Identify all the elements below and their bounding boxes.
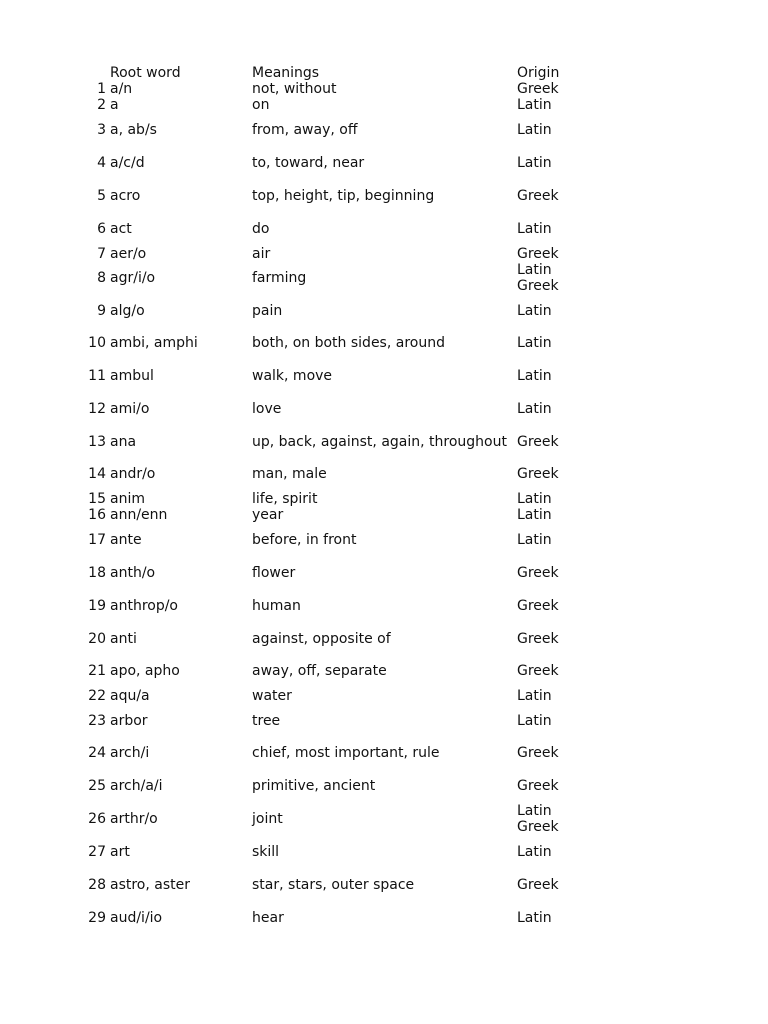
meaning-text: not, without bbox=[252, 81, 337, 97]
origin-text: Latin bbox=[517, 262, 552, 278]
meaning-text: life, spirit bbox=[252, 491, 318, 507]
root-word: anthrop/o bbox=[110, 598, 178, 614]
meaning-text: joint bbox=[252, 811, 283, 827]
origin-text: Greek bbox=[517, 188, 559, 204]
row-number: 1 bbox=[97, 81, 106, 97]
origin-text: Latin bbox=[517, 122, 552, 138]
meaning-text: chief, most important, rule bbox=[252, 745, 440, 761]
header-origin: Origin bbox=[517, 65, 560, 81]
origin-text: Greek bbox=[517, 631, 559, 647]
meaning-text: farming bbox=[252, 270, 307, 286]
origin-text: Greek bbox=[517, 598, 559, 614]
root-word: ambi, amphi bbox=[110, 335, 198, 351]
root-word: astro, aster bbox=[110, 877, 191, 893]
row-number: 11 bbox=[88, 368, 106, 384]
origin-text: Greek bbox=[517, 246, 559, 262]
root-word: anim bbox=[110, 491, 145, 507]
row-number: 6 bbox=[97, 221, 106, 237]
origin-text: Latin bbox=[517, 803, 552, 819]
meaning-text: both, on both sides, around bbox=[252, 335, 445, 351]
origin-text: Greek bbox=[517, 466, 559, 482]
meaning-text: up, back, against, again, throughout bbox=[252, 434, 507, 450]
root-word: a, ab/s bbox=[110, 122, 157, 138]
meaning-text: on bbox=[252, 97, 270, 113]
root-word: aqu/a bbox=[110, 688, 150, 704]
origin-text: Greek bbox=[517, 81, 559, 97]
origin-text: Latin bbox=[517, 491, 552, 507]
origin-text: Latin bbox=[517, 335, 552, 351]
row-number: 5 bbox=[97, 188, 106, 204]
meaning-text: air bbox=[252, 246, 271, 262]
meaning-text: against, opposite of bbox=[252, 631, 391, 647]
header-root-word: Root word bbox=[110, 65, 181, 81]
root-word: andr/o bbox=[110, 466, 156, 482]
root-word: a bbox=[110, 97, 119, 113]
origin-text: Greek bbox=[517, 778, 559, 794]
origin-text: Greek bbox=[517, 663, 559, 679]
root-word: acro bbox=[110, 188, 141, 204]
root-word: anth/o bbox=[110, 565, 156, 581]
meaning-text: man, male bbox=[252, 466, 327, 482]
row-number: 25 bbox=[88, 778, 106, 794]
meaning-text: love bbox=[252, 401, 282, 417]
root-word: anti bbox=[110, 631, 137, 647]
row-number: 12 bbox=[88, 401, 106, 417]
row-number: 21 bbox=[88, 663, 106, 679]
origin-text: Latin bbox=[517, 532, 552, 548]
row-number: 7 bbox=[97, 246, 106, 262]
row-number: 14 bbox=[88, 466, 106, 482]
row-number: 13 bbox=[88, 434, 106, 450]
row-number: 27 bbox=[88, 844, 106, 860]
origin-text: Latin bbox=[517, 97, 552, 113]
meaning-text: pain bbox=[252, 303, 283, 319]
root-word: ann/enn bbox=[110, 507, 168, 523]
root-word: arthr/o bbox=[110, 811, 158, 827]
header-meanings: Meanings bbox=[252, 65, 320, 81]
origin-text: Latin bbox=[517, 155, 552, 171]
root-word: ana bbox=[110, 434, 137, 450]
row-number: 29 bbox=[88, 910, 106, 926]
root-word: ambul bbox=[110, 368, 154, 384]
root-word: aud/i/io bbox=[110, 910, 163, 926]
origin-text: Latin bbox=[517, 910, 552, 926]
meaning-text: hear bbox=[252, 910, 284, 926]
row-number: 3 bbox=[97, 122, 106, 138]
row-number: 8 bbox=[97, 270, 106, 286]
origin-text: Greek bbox=[517, 819, 559, 835]
meaning-text: flower bbox=[252, 565, 296, 581]
origin-text: Latin bbox=[517, 713, 552, 729]
origin-text: Greek bbox=[517, 745, 559, 761]
origin-text: Latin bbox=[517, 688, 552, 704]
root-word: ami/o bbox=[110, 401, 150, 417]
meaning-text: do bbox=[252, 221, 270, 237]
origin-text: Greek bbox=[517, 565, 559, 581]
row-number: 22 bbox=[88, 688, 106, 704]
meaning-text: to, toward, near bbox=[252, 155, 365, 171]
meaning-text: before, in front bbox=[252, 532, 357, 548]
root-word: arch/a/i bbox=[110, 778, 163, 794]
meaning-text: walk, move bbox=[252, 368, 333, 384]
row-number: 23 bbox=[88, 713, 106, 729]
root-word: alg/o bbox=[110, 303, 145, 319]
root-word: apo, apho bbox=[110, 663, 180, 679]
root-word: arch/i bbox=[110, 745, 150, 761]
origin-text: Latin bbox=[517, 303, 552, 319]
root-word: agr/i/o bbox=[110, 270, 156, 286]
root-word: art bbox=[110, 844, 130, 860]
origin-text: Greek bbox=[517, 434, 559, 450]
root-word: arbor bbox=[110, 713, 148, 729]
meaning-text: from, away, off bbox=[252, 122, 358, 138]
row-number: 28 bbox=[88, 877, 106, 893]
meaning-text: human bbox=[252, 598, 301, 614]
meaning-text: top, height, tip, beginning bbox=[252, 188, 435, 204]
meaning-text: year bbox=[252, 507, 284, 523]
origin-text: Latin bbox=[517, 507, 552, 523]
meaning-text: star, stars, outer space bbox=[252, 877, 415, 893]
root-word: ante bbox=[110, 532, 142, 548]
row-number: 17 bbox=[88, 532, 106, 548]
origin-text: Greek bbox=[517, 877, 559, 893]
origin-text: Latin bbox=[517, 844, 552, 860]
row-number: 20 bbox=[88, 631, 106, 647]
row-number: 18 bbox=[88, 565, 106, 581]
meaning-text: skill bbox=[252, 844, 280, 860]
meaning-text: primitive, ancient bbox=[252, 778, 376, 794]
row-number: 26 bbox=[88, 811, 106, 827]
row-number: 24 bbox=[88, 745, 106, 761]
row-number: 19 bbox=[88, 598, 106, 614]
root-word: act bbox=[110, 221, 132, 237]
row-number: 4 bbox=[97, 155, 106, 171]
root-word: a/n bbox=[110, 81, 133, 97]
meaning-text: tree bbox=[252, 713, 281, 729]
meaning-text: water bbox=[252, 688, 292, 704]
meaning-text: away, off, separate bbox=[252, 663, 387, 679]
origin-text: Latin bbox=[517, 221, 552, 237]
row-number: 15 bbox=[88, 491, 106, 507]
row-number: 10 bbox=[88, 335, 106, 351]
origin-text: Latin bbox=[517, 368, 552, 384]
root-word: aer/o bbox=[110, 246, 147, 262]
origin-text: Latin bbox=[517, 401, 552, 417]
root-word: a/c/d bbox=[110, 155, 145, 171]
row-number: 2 bbox=[97, 97, 106, 113]
row-number: 9 bbox=[97, 303, 106, 319]
row-number: 16 bbox=[88, 507, 106, 523]
origin-text: Greek bbox=[517, 278, 559, 294]
